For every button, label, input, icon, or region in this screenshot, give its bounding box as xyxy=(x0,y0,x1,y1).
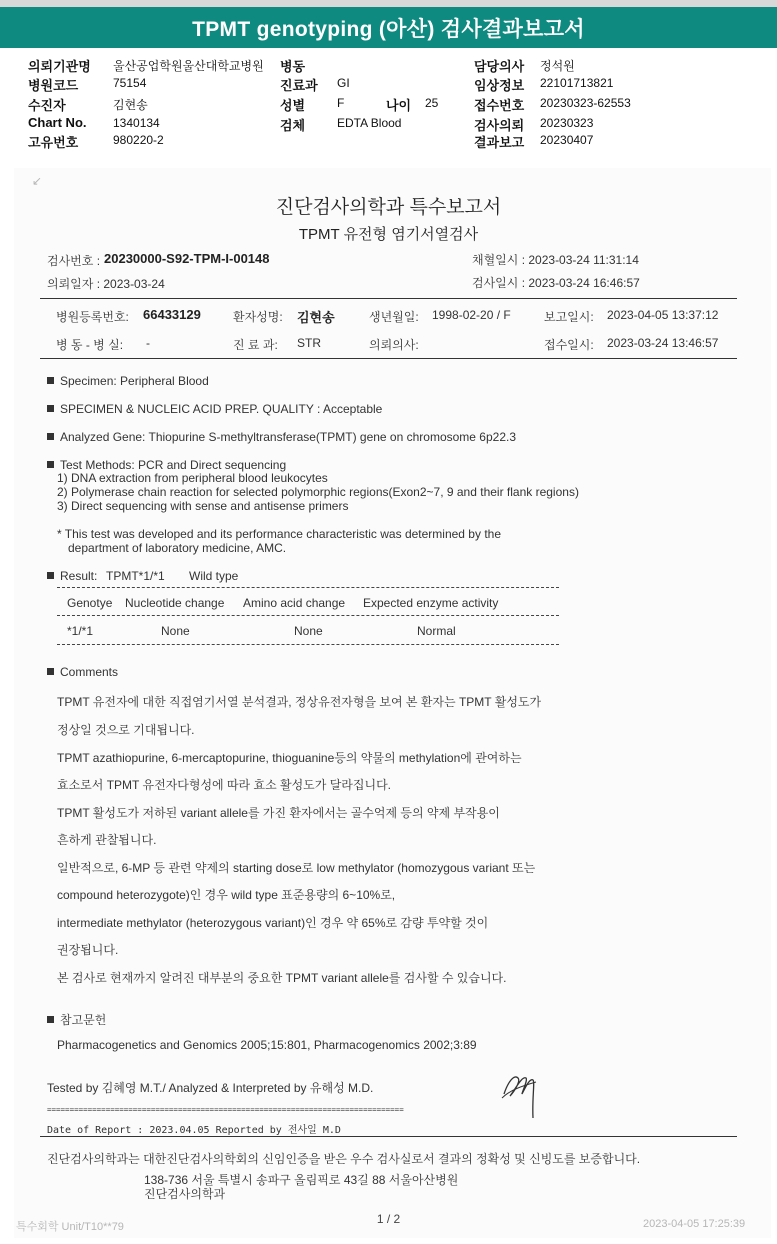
table-rule xyxy=(57,587,559,588)
reg-no: 66433129 xyxy=(143,307,201,322)
method-step: 2) Polymerase chain reaction for selected polymorphic regions(Exon2~7, 9 and their flank regions) xyxy=(57,485,579,499)
references-text: Pharmacogenetics and Genomics 2005;15:801, Pharmacogenomics 2002;3:89 xyxy=(57,1038,477,1052)
dept: STR xyxy=(297,336,321,350)
note-line: department of laboratory medicine, AMC. xyxy=(68,541,287,555)
table-cell-amino: None xyxy=(294,624,323,638)
ward: - xyxy=(146,336,150,350)
divider xyxy=(40,298,737,299)
result-type: Wild type xyxy=(189,569,239,583)
report-title: TPMT genotyping (아산) 검사결과보고서 xyxy=(192,17,585,41)
header-label: 수진자 xyxy=(28,98,66,113)
table-header-amino: Amino acid change xyxy=(243,596,346,610)
report-heading: 진단검사의학과 특수보고서 xyxy=(275,197,502,218)
header-value: 20230323 xyxy=(540,116,594,130)
reg-no-label: 병원등록번호: xyxy=(56,310,129,324)
comment-line: TPMT 활성도가 저하된 variant allele를 가진 환자에서는 골수억제 등의 약제 부작용이 xyxy=(57,806,500,820)
result-label: Result: xyxy=(60,569,98,583)
comment-line: 흔하게 관찰됩니다. xyxy=(57,833,157,847)
address-line: 138-736 서울 특별시 송파구 올림픽로 43길 88 서울아산병원 xyxy=(144,1173,459,1187)
equals-rule: =============================================================================== xyxy=(47,1105,404,1114)
header-label: 의뢰기관명 xyxy=(28,59,91,74)
table-header-activity: Expected enzyme activity xyxy=(363,596,499,610)
method-step: 1) DNA extraction from peripheral blood leukocytes xyxy=(57,471,328,485)
table-cell-activity: Normal xyxy=(417,624,456,638)
bullet-square xyxy=(47,433,54,440)
header-value: 20230407 xyxy=(540,133,594,147)
dept-label: 진 료 과: xyxy=(233,338,278,352)
corner-mark: ↙ xyxy=(32,174,43,188)
header-label: 고유번호 xyxy=(28,135,79,150)
bullet-square xyxy=(47,668,54,675)
recv-time: 2023-03-24 13:46:57 xyxy=(607,336,719,350)
comment-line: compound heterozygote)인 경우 wild type 표준용량의 6~10%로, xyxy=(57,888,396,902)
comment-line: 효소로서 TPMT 유전자다형성에 따라 효소 활성도가 달라집니다. xyxy=(57,778,391,792)
note-line: * This test was developed and its performance characteristic was determined by the xyxy=(57,527,501,541)
table-cell-nucleotide: None xyxy=(161,624,190,638)
divider xyxy=(40,1136,737,1137)
test-no: 20230000-S92-TPM-I-00148 xyxy=(104,251,270,266)
signature-icon xyxy=(500,1064,550,1122)
header-value: 김현송 xyxy=(113,98,148,112)
header-value: 22101713821 xyxy=(540,76,614,90)
gene-text: Analyzed Gene: Thiopurine S-methyltransferase(TPMT) gene on chromosome 6p22.3 xyxy=(60,430,517,444)
bullet-square xyxy=(47,1016,54,1023)
recv-time-label: 접수일시: xyxy=(544,338,594,352)
header-label: 접수번호 xyxy=(474,98,525,113)
footer-unit: 특수회학 Unit/T10**79 xyxy=(16,1221,124,1233)
header-label: 담당의사 xyxy=(474,59,525,74)
header-label: 임상정보 xyxy=(474,78,525,93)
header-value: F xyxy=(337,96,345,110)
header-label: 결과보고 xyxy=(474,135,525,150)
collect-date: 채혈일시 : 2023-03-24 11:31:14 xyxy=(472,253,639,267)
bullet-square xyxy=(47,377,54,384)
dob-label: 생년월일: xyxy=(369,310,419,324)
quality-text: SPECIMEN & NUCLEIC ACID PREP. QUALITY : Acceptable xyxy=(60,402,383,416)
age-value: 25 xyxy=(425,96,439,110)
dob: 1998-02-20 / F xyxy=(432,308,511,322)
comment-line: 본 검사로 현재까지 알려진 대부분의 중요한 TPMT variant allele를 검사할 수 있습니다. xyxy=(57,971,507,985)
patient-name: 김현송 xyxy=(297,310,335,325)
references-title: 참고문헌 xyxy=(60,1013,107,1027)
methods-title: Test Methods: PCR and Direct sequencing xyxy=(60,458,287,472)
header-label: 성별 xyxy=(280,98,306,113)
specimen-text: Specimen: Peripheral Blood xyxy=(60,374,209,388)
date-of-report: Date of Report : 2023.04.05 Reported by 전사일 M.D xyxy=(47,1125,341,1136)
comment-line: 일반적으로, 6-MP 등 관련 약제의 starting dose로 low methylator (homozygous variant 또는 xyxy=(57,861,536,875)
certification-text: 진단검사의학과는 대한진단검사의학회의 신임인증을 받은 우수 검사실로서 결과의 정확성 및 신빙도를 보증합니다. xyxy=(47,1152,641,1166)
report-title-bar xyxy=(0,0,777,48)
name-label: 환자성명: xyxy=(233,310,283,324)
header-label: Chart No. xyxy=(28,115,87,130)
doctor-label: 의뢰의사: xyxy=(369,338,419,352)
report-time-label: 보고일시: xyxy=(544,310,594,324)
header-value: 75154 xyxy=(113,76,147,90)
header-value: 1340134 xyxy=(113,116,160,130)
header-value: 정석원 xyxy=(540,59,575,73)
header-label: 진료과 xyxy=(280,78,318,93)
comment-line: 권장됩니다. xyxy=(57,943,119,957)
test-no-label: 검사번호 : xyxy=(47,254,101,268)
result-value: TPMT*1/*1 xyxy=(106,569,165,583)
report-subheading: TPMT 유전형 염기서열검사 xyxy=(298,226,479,243)
comment-line: intermediate methylator (heterozygous variant)인 경우 약 65%로 감량 투약할 것이 xyxy=(57,916,489,930)
table-rule xyxy=(57,615,559,616)
address-line: 진단검사의학과 xyxy=(144,1187,226,1201)
bullet-square xyxy=(47,572,54,579)
comment-line: TPMT 유전자에 대한 직접염기서열 분석결과, 정상유전자형을 보여 본 환자는 TPMT 활성도가 xyxy=(57,695,542,709)
comment-line: 정상일 것으로 기대됩니다. xyxy=(57,723,195,737)
method-step: 3) Direct sequencing with sense and antisense primers xyxy=(57,499,349,513)
header-value: 울산공업학원울산대학교병원 xyxy=(113,59,264,73)
divider xyxy=(40,358,737,359)
comments-title: Comments xyxy=(60,665,119,679)
age-label: 나이 xyxy=(386,98,412,113)
header-value: EDTA Blood xyxy=(337,116,402,130)
bullet-square xyxy=(47,405,54,412)
header-label: 검사의뢰 xyxy=(474,118,525,133)
table-header-genotype: Genotye xyxy=(67,596,113,610)
bullet-square xyxy=(47,461,54,468)
header-label: 검체 xyxy=(280,118,306,133)
tested-by: Tested by 김혜영 M.T./ Analyzed & Interpreted by 유해성 M.D. xyxy=(47,1081,374,1095)
exam-date: 검사일시 : 2023-03-24 16:46:57 xyxy=(472,276,640,290)
footer-timestamp: 2023-04-05 17:25:39 xyxy=(643,1218,746,1230)
ward-label: 병 동 - 병 실: xyxy=(56,338,124,352)
report-time: 2023-04-05 13:37:12 xyxy=(607,308,719,322)
header-value: GI xyxy=(337,76,350,90)
page-number: 1 / 2 xyxy=(376,1212,401,1226)
header-label: 병원코드 xyxy=(28,78,79,93)
header-value: 20230323-62553 xyxy=(540,96,631,110)
table-rule xyxy=(57,644,559,645)
request-date: 의뢰일자 : 2023-03-24 xyxy=(47,277,165,291)
comment-line: TPMT azathiopurine, 6-mercaptopurine, thioguanine등의 약물의 methylation에 관여하는 xyxy=(57,751,522,765)
header-value: 980220-2 xyxy=(113,133,164,147)
header-label: 병동 xyxy=(280,59,306,74)
table-cell-genotype: *1/*1 xyxy=(67,624,94,638)
table-header-nucleotide: Nucleotide change xyxy=(125,596,225,610)
